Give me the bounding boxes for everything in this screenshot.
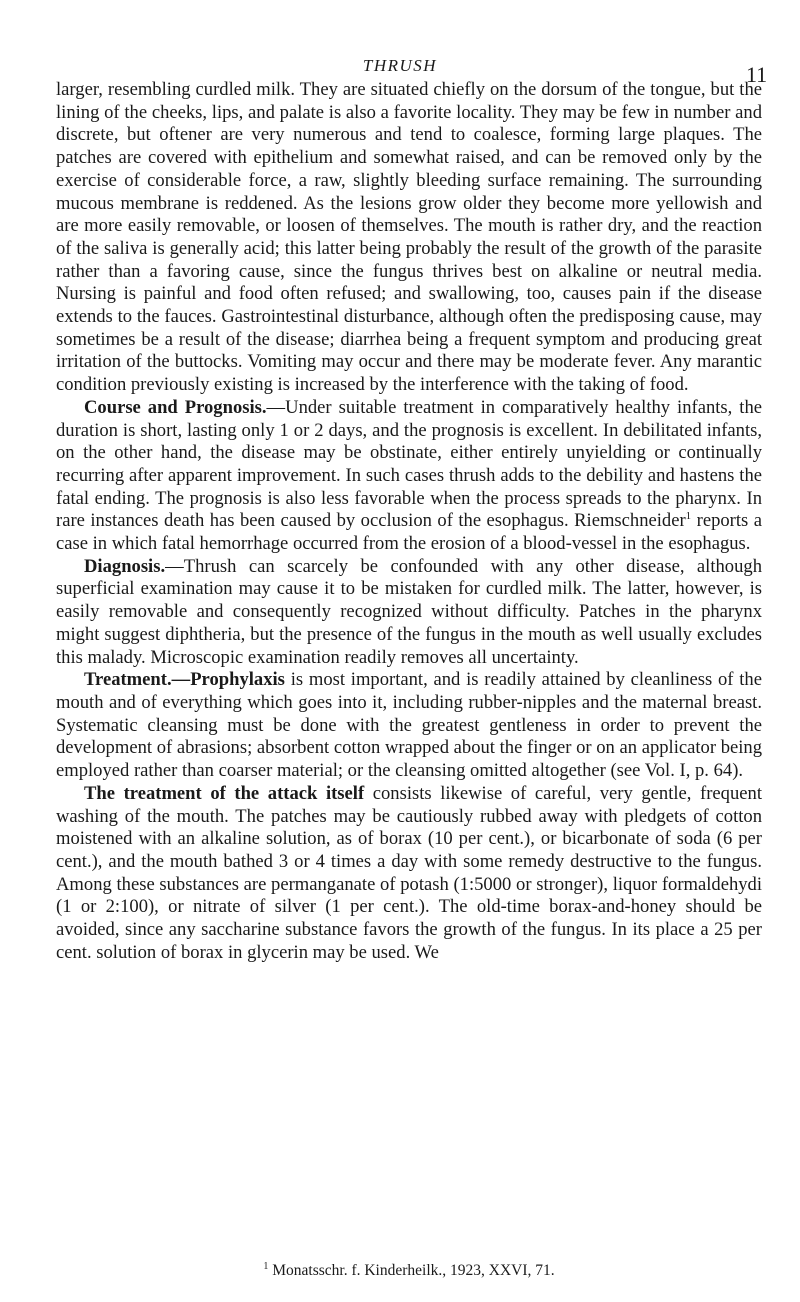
paragraph-text: larger, resembling curdled milk. They are situated chiefly on the dorsum of the tongue, but the lining of the cheeks, lips, and palate is also a favorite locality. They may be few in number and discrete, but oftener are very numerous and tend to coalesce, forming large plaques. The patches are covered with epithelium and somewhat raised, and can be removed only by the exercise of considerable force, a raw, slightly bleeding surface remaining. The surrounding mucous membrane is reddened. As the lesions grow older they become more yellowish and are more easily removable, or loosen of themselves. The mouth is rather dry, and the reaction of the saliva is generally acid; this latter being probably the result of the growth of the parasite rather than a favoring cause, since the fungus thrives best on alkaline or neutral media. Nursing is painful and food often refused; and swallowing, too, causes pain if the disease extends to the fauces. Gastrointestinal disturbance, although often the predisposing cause, may sometimes be a result of the disease; diarrhea being a frequent symptom and producing great irritation of the buttocks. Vomiting may occur and there may be moderate fever. Any marantic condition previously existing is increased by the interference with the taking of food. — [56, 79, 762, 396]
page-number: 11 — [746, 62, 768, 87]
paragraph-text: is most important, and is readily attained by cleanliness of the mouth and of everything which goes into it, including rubber-nipples and the maternal breast. Systematic cleansing must be done with the greatest gentleness in order to prevent the development of abrasions; absorbent cotton wrapped about the finger or on an applicator being employed rather than coarser material; or the cleansing omitted altogether (see Vol. I, p. 64). — [56, 669, 762, 782]
paragraph-text: reports a case in which fatal hemorrhage occurred from the erosion of a blood-vessel in the esophagus. — [56, 510, 762, 555]
paragraph-symptoms — [56, 79, 762, 397]
footnote — [56, 1262, 762, 1280]
running-title: THRUSH — [362, 56, 438, 75]
paragraph-course-prognosis — [56, 397, 762, 556]
paragraph-attack-treatment — [56, 783, 762, 965]
body-text — [56, 79, 762, 964]
footnote-text: Monatsschr. f. Kinderheilk., 1923, XXVI, 71. — [268, 1262, 555, 1279]
paragraph-text: —Under suitable treatment in comparatively healthy infants, the duration is short, lasting only 1 or 2 days, and the prognosis is excellent. In debilitated infants, on the other hand, the disease may be obstinate, either entirely unyielding or continually recurring after apparent improvement. In such cases thrush adds to the debility and hastens the fatal ending. The prognosis is also less favorable when the process spreads to the pharynx. In rare instances death has been caused by occlusion of the esophagus. Riemschneider — [56, 396, 762, 532]
section-heading-diagnosis: Diagnosis. — [84, 555, 166, 577]
paragraph-diagnosis — [56, 556, 762, 670]
footnote-marker: 1 — [263, 1260, 269, 1272]
subheading-prophylaxis: —Prophylaxis — [171, 669, 285, 691]
paragraph-text: consists likewise of careful, very gentle, frequent washing of the mouth. The patches may be cautiously rubbed away with pledgets of cotton moistened with an alkaline solution, as of borax (10 per cent.), or bicarbonate of soda (6 per cent.), and the mouth bathed 3 or 4 times a day with some remedy destructive to the fungus. Among these substances are permanganate of potash (1:5000 or stronger), liquor formaldehydi (1 or 2:100), or nitrate of silver (1 per cent.). The old-time borax-and-honey should be avoided, since any saccharine substance favors the growth of the fungus. In its place a 25 per cent. solution of borax in glycerin may be used. We — [56, 782, 762, 963]
subheading-attack-treatment: The treatment of the attack itself — [84, 782, 365, 804]
section-heading-course-prognosis: Course and Prognosis. — [84, 396, 267, 418]
section-heading-treatment: Treatment. — [84, 669, 172, 691]
footnote-reference: 1 — [685, 510, 692, 523]
paragraph-treatment — [56, 669, 762, 783]
paragraph-text: —Thrush can scarcely be confounded with any other disease, although superficial examination may cause it to be mistaken for curdled milk. The latter, however, is easily removable and consequently recognized without difficulty. Patches in the pharynx might suggest diphtheria, but the presence of the fungus in the mouth as well usually excludes this malady. Microscopic examination readily removes all uncertainty. — [56, 555, 762, 668]
